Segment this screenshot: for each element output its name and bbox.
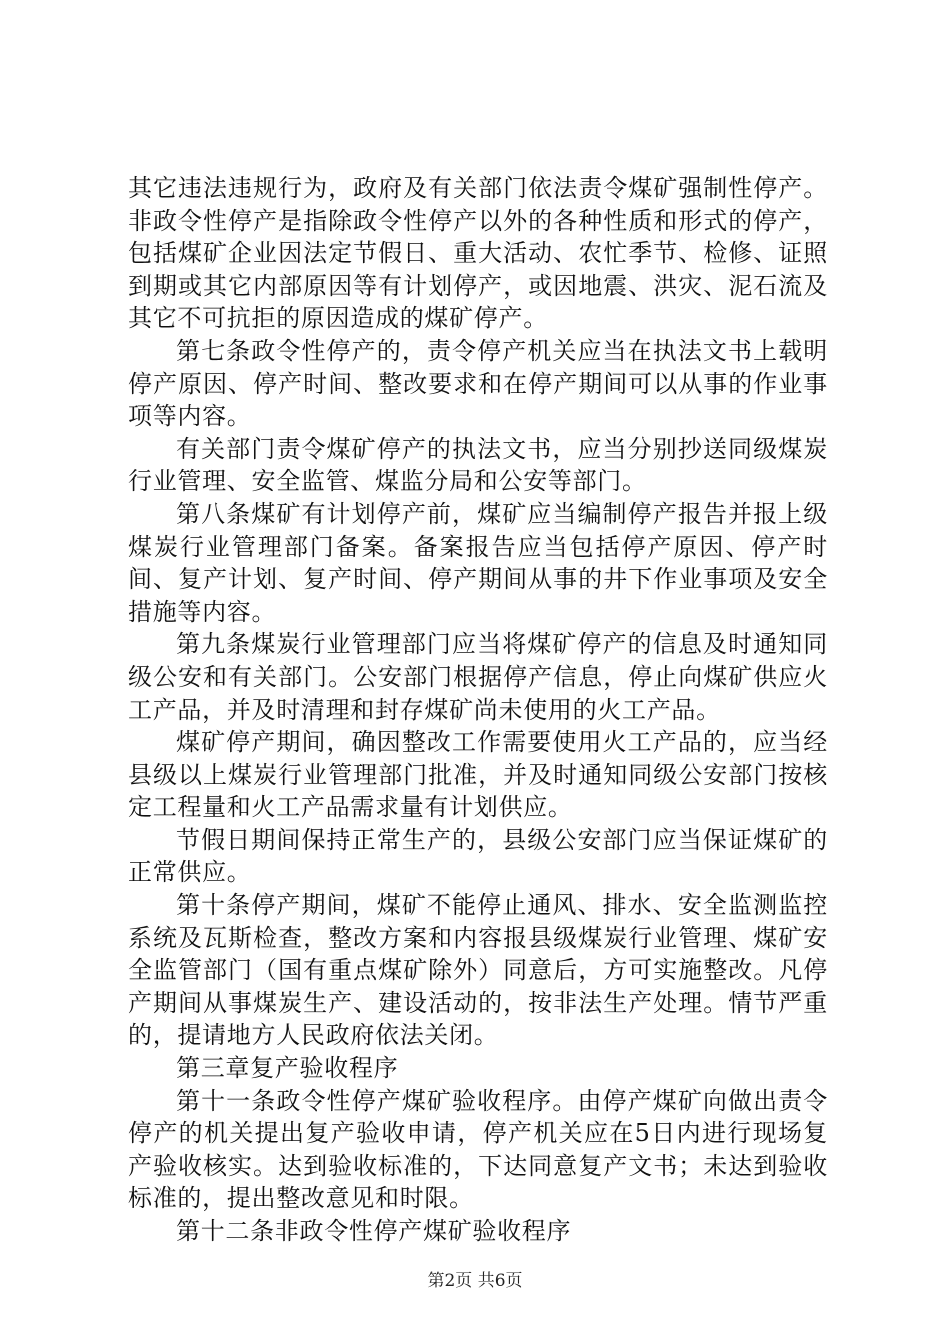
paragraph-article-11: 第十一条政令性停产煤矿验收程序。由停产煤矿向做出责令停产的机关提出复产验收申请，停产机关应在5日内进行现场复产验收核实。达到验收标准的，下达同意复产文书；未达到验收标准的，提出整改意见和时限。	[128, 1086, 828, 1213]
paragraph-article-9: 第九条煤炭行业管理部门应当将煤矿停产的信息及时通知同级公安和有关部门。公安部门根据停产信息，停止向煤矿供应火工产品，并及时清理和封存煤矿尚未使用的火工产品。	[128, 630, 828, 724]
paragraph-article-12: 第十二条非政令性停产煤矿验收程序	[176, 1217, 572, 1245]
page-footer: 第2页 共6页	[427, 1271, 523, 1291]
paragraph-article-8: 第八条煤矿有计划停产前，煤矿应当编制停产报告并报上级煤炭行业管理部门备案。备案报告应当包括停产原因、停产时间、复产计划、复产时间、停产期间从事的井下作业事项及安全措施等内容。	[128, 499, 828, 626]
paragraph-article-9-explosives: 煤矿停产期间，确因整改工作需要使用火工产品的，应当经县级以上煤炭行业管理部门批准，并及时通知同级公安部门按核定工程量和火工产品需求量有计划供应。	[128, 728, 828, 822]
paragraph-article-7-copy: 有关部门责令煤矿停产的执法文书，应当分别抄送同级煤炭行业管理、安全监管、煤监分局和公安等部门。	[128, 434, 828, 496]
paragraph-article-10: 第十条停产期间，煤矿不能停止通风、排水、安全监测监控系统及瓦斯检查，整改方案和内容报县级煤炭行业管理、煤矿安全监管部门（国有重点煤矿除外）同意后，方可实施整改。凡停产期间从事煤炭生产、建设活动的，按非法生产处理。情节严重的，提请地方人民政府依法关闭。	[128, 891, 828, 1050]
chapter-heading: 第三章复产验收程序	[176, 1054, 399, 1083]
paragraph-article-7: 第七条政令性停产的，责令停产机关应当在执法文书上载明停产原因、停产时间、整改要求和在停产期间可以从事的作业事项等内容。	[128, 336, 828, 431]
document-body	[128, 172, 828, 1248]
paragraph-1: 其它违法违规行为，政府及有关部门依法责令煤矿强制性停产。非政令性停产是指除政令性停产以外的各种性质和形式的停产，包括煤矿企业因法定节假日、重大活动、农忙季节、检修、证照到期或其它内部原因等有计划停产，或因地震、洪灾、泥石流及其它不可抗拒的原因造成的煤矿停产。	[128, 174, 828, 333]
paragraph-article-9-holidays: 节假日期间保持正常生产的，县级公安部门应当保证煤矿的正常供应。	[128, 825, 828, 887]
